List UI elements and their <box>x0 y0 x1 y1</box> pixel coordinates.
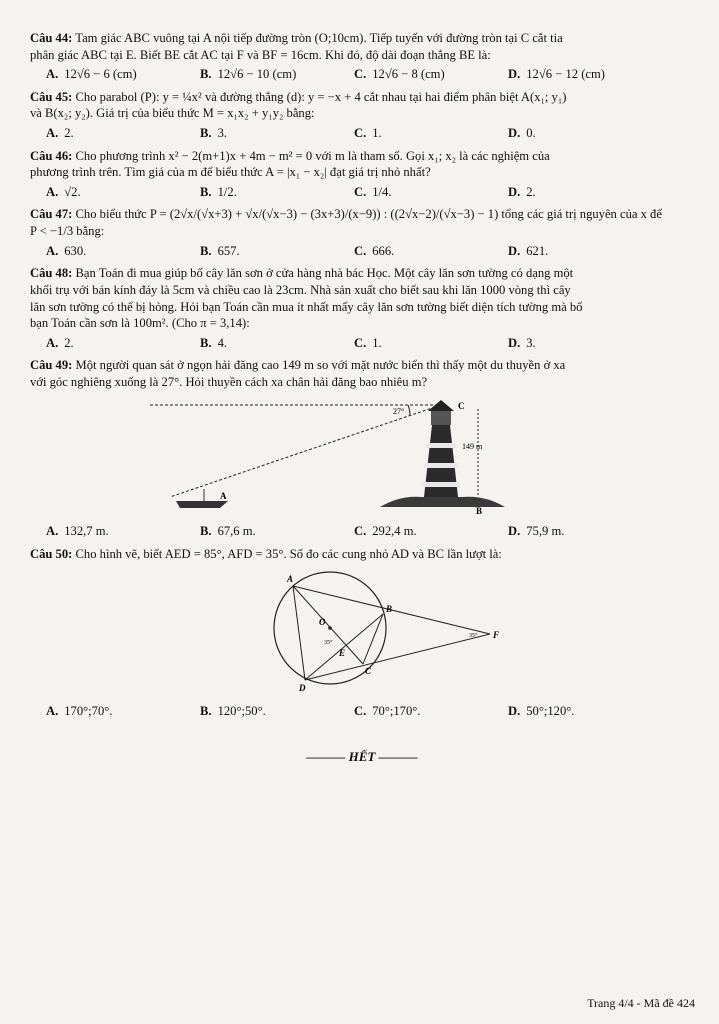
question-label: Câu 50: <box>30 546 73 561</box>
point-c-label: C <box>458 400 465 411</box>
option-a[interactable]: A. √2. <box>46 184 81 199</box>
option-b[interactable]: B. 1/2. <box>200 184 237 199</box>
option-b[interactable]: B. 12√6 − 10 (cm) <box>200 67 297 82</box>
exam-page <box>30 30 694 765</box>
option-d[interactable]: D. 621. <box>508 243 549 258</box>
question-text: bạn Toán cần sơn là 100m². (Cho π = 3,14): <box>30 316 250 331</box>
page-footer: Trang 4/4 - Mã đề 424 <box>587 996 695 1011</box>
option-a[interactable]: A. 12√6 − 6 (cm) <box>46 67 137 82</box>
question-text: với góc nghiêng xuống là 27°. Hỏi thuyền cách xa chân hải đăng bao nhiêu m? <box>30 374 428 389</box>
angle-arc <box>408 405 410 415</box>
point-f-label: F <box>493 630 500 641</box>
question-text: Bạn Toán đi mua giúp bố cây lăn sơn ở cửa hàng nhà bác Học. Một cây lăn sơn tường có dạng một <box>75 266 574 281</box>
question-text: Cho hình vẽ, biết AED = 85°, AFD = 35°. Số đo các cung nhỏ AD và BC lần lượt là: <box>75 546 502 561</box>
option-a[interactable]: A. 132,7 m. <box>46 524 109 539</box>
question-46 <box>30 148 694 201</box>
point-d-label: D <box>299 683 306 694</box>
option-c[interactable]: C. 1. <box>354 126 382 141</box>
circle-figure <box>255 564 694 699</box>
line-bc <box>363 614 383 664</box>
option-d[interactable]: D. 12√6 − 12 (cm) <box>508 67 605 82</box>
question-text: phân giác ABC tại E. Biết BE cắt AC tại F và BF = 16cm. Khi đó, độ dài đoạn thẳng BE là: <box>30 47 491 62</box>
center-point <box>328 627 332 631</box>
circle-diagram <box>255 564 515 694</box>
question-text: phương trình trên. Tìm giá của m để biểu thức A = |x₁ − x₂| đạt giá trị nhỏ nhất? <box>30 165 431 180</box>
sight-line <box>170 407 435 497</box>
option-d[interactable]: D. 2. <box>508 184 536 199</box>
question-45 <box>30 89 694 142</box>
height-label: 149 m <box>462 441 483 451</box>
boat-icon <box>176 501 228 508</box>
option-b[interactable]: B. 120°;50°. <box>200 704 266 719</box>
question-text: Cho biểu thức P = (2√x/(√x+3) + √x/(√x−3) − (3x+3)/(x−9)) : ((2√x−2)/(√x−3) − 1) tổng các giá trị nguyên của x để <box>75 207 662 222</box>
question-label: Câu 47: <box>30 207 73 222</box>
point-a-label: A <box>220 490 227 501</box>
option-c[interactable]: C. 292,4 m. <box>354 524 417 539</box>
option-c[interactable]: C. 12√6 − 8 (cm) <box>354 67 445 82</box>
line-ad <box>293 586 305 680</box>
question-text: Cho parabol (P): y = ¼x² và đường thẳng (d): y = −x + 4 cắt nhau tại hai điểm phân biệt A(x₁; y₁) <box>75 89 567 104</box>
angle-label: 27° <box>393 406 405 416</box>
option-b[interactable]: B. 4. <box>200 335 228 350</box>
options <box>30 66 694 83</box>
lighthouse-base <box>380 496 505 506</box>
question-48 <box>30 265 694 351</box>
question-text: và B(x₂; y₂). Giá trị của biểu thức M = x₁x₂ + y₁y₂ bằng: <box>30 106 315 121</box>
options <box>30 703 694 720</box>
option-b[interactable]: B. 3. <box>200 126 228 141</box>
question-text: lăn sơn tường có thể bị hỏng. Hỏi bạn Toán cần mua ít nhất mấy cây lăn sơn tường biết diện tích tường mà bố <box>30 299 583 314</box>
lighthouse-lamp <box>431 411 451 425</box>
options <box>30 335 694 352</box>
option-a[interactable]: A. 170°;70°. <box>46 704 113 719</box>
question-label: Câu 45: <box>30 89 73 104</box>
option-b[interactable]: B. 67,6 m. <box>200 524 256 539</box>
point-o-label: O <box>319 617 326 628</box>
question-text: Một người quan sát ở ngọn hải đăng cao 149 m so với mặt nước biển thì thấy một du thuyền ở xa <box>75 358 566 373</box>
lighthouse-figure <box>140 397 694 520</box>
question-50 <box>30 546 694 720</box>
question-label: Câu 46: <box>30 148 73 163</box>
question-label: Câu 44: <box>30 31 73 45</box>
options <box>30 184 694 201</box>
question-label: Câu 48: <box>30 266 73 281</box>
question-text: P < −1/3 bằng: <box>30 224 105 239</box>
question-label: Câu 49: <box>30 358 73 373</box>
options <box>30 243 694 260</box>
lighthouse-stripe <box>424 463 458 468</box>
lighthouse-stripe <box>422 482 460 487</box>
end-marker: ——— HẾT ——— <box>306 748 418 764</box>
option-a[interactable]: A. 2. <box>46 335 74 350</box>
question-text: khối trụ với bán kính đáy là 5cm và chiều cao là 23cm. Nhà sản xuất cho biết sau khi lăn 1000 vòng thì cây <box>30 282 571 297</box>
point-b-label: B <box>476 505 483 515</box>
option-c[interactable]: C. 666. <box>354 243 395 258</box>
option-d[interactable]: D. 50°;120°. <box>508 704 575 719</box>
option-c[interactable]: C. 70°;170°. <box>354 704 421 719</box>
option-c[interactable]: C. 1. <box>354 335 382 350</box>
option-a[interactable]: A. 2. <box>46 126 74 141</box>
option-c[interactable]: C. 1/4. <box>354 184 392 199</box>
option-d[interactable]: D. 75,9 m. <box>508 524 565 539</box>
point-e-label: E <box>339 648 346 659</box>
lighthouse-diagram <box>140 397 540 515</box>
point-b-label: B <box>386 604 393 615</box>
question-47 <box>30 206 694 259</box>
question-44 <box>30 30 694 83</box>
options <box>30 523 694 540</box>
option-a[interactable]: A. 630. <box>46 243 87 258</box>
point-c-label: C <box>365 666 372 677</box>
angle-e-label: 35° <box>324 640 333 647</box>
line-ac <box>293 586 363 664</box>
option-b[interactable]: B. 657. <box>200 243 240 258</box>
angle-f-label: 35° <box>469 633 478 640</box>
options <box>30 125 694 142</box>
question-49 <box>30 357 694 539</box>
question-text: Tam giác ABC vuông tại A nội tiếp đường tròn (O;10cm). Tiếp tuyến với đường tròn tại C cắt tia <box>75 31 563 45</box>
lighthouse-stripe <box>426 443 456 448</box>
question-text: Cho phương trình x² − 2(m+1)x + 4m − m² = 0 với m là tham số. Gọi x₁; x₂ là các nghiệm của <box>75 148 550 163</box>
point-a-label: A <box>287 574 294 585</box>
option-d[interactable]: D. 3. <box>508 335 536 350</box>
option-d[interactable]: D. 0. <box>508 126 536 141</box>
